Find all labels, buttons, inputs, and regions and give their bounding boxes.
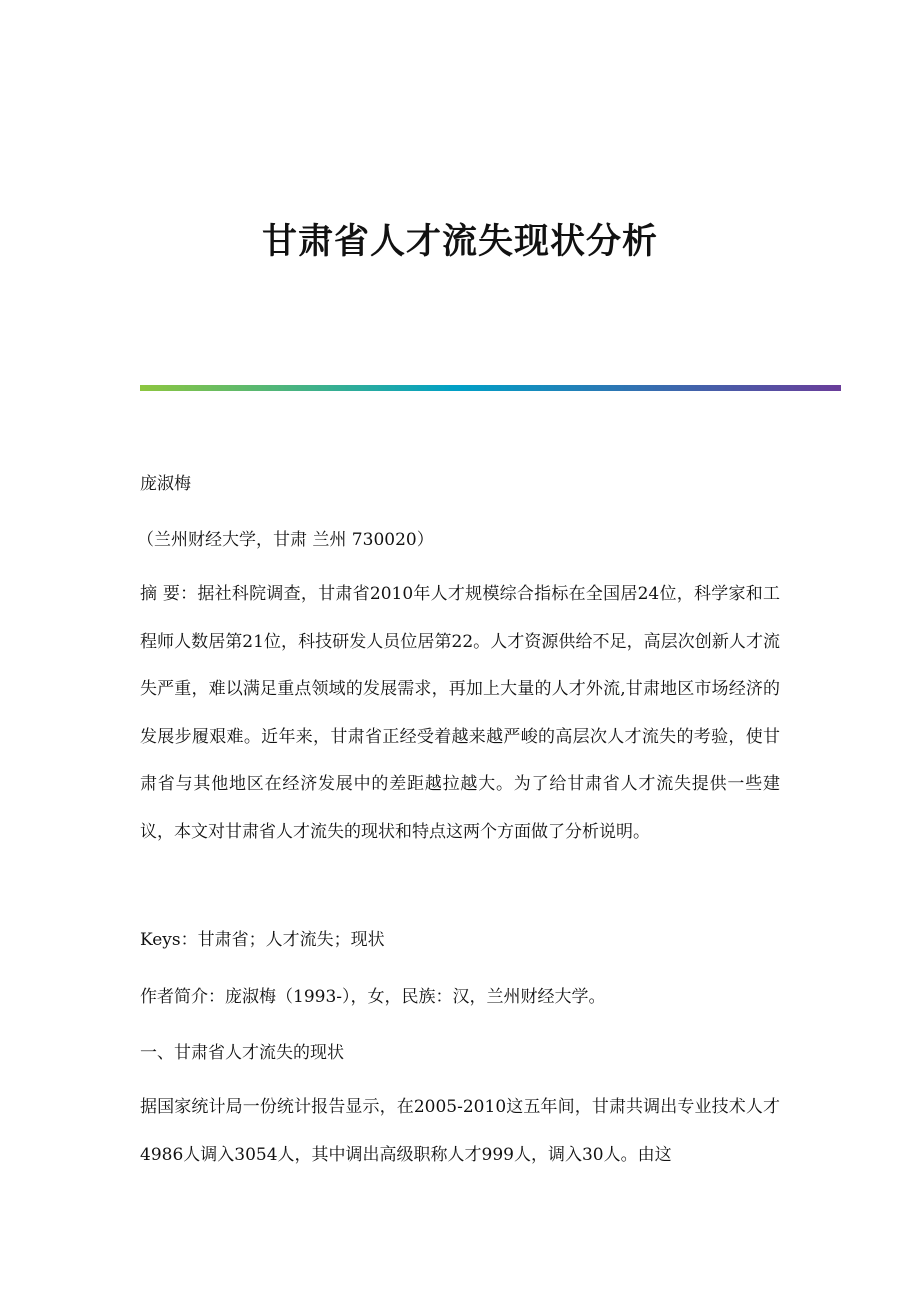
- section-heading: 一、甘肃省人才流失的现状: [140, 1043, 344, 1063]
- author-name: 庞淑梅: [140, 474, 191, 494]
- document-title: 甘肃省人才流失现状分析: [261, 221, 658, 262]
- section-paragraph: 据国家统计局一份统计报告显示，在2005-2010这五年间，甘肃共调出专业技术人才4986人调入3054人，其中调出高级职称人才999人，调入30人。由这: [140, 1097, 780, 1165]
- title-divider: [140, 385, 841, 391]
- author-bio: 作者简介：庞淑梅（1993-），女，民族：汉，兰州财经大学。: [140, 987, 606, 1007]
- keywords-line: Keys：甘肃省；人才流失；现状: [140, 930, 385, 950]
- author-affiliation: （兰州财经大学，甘肃 兰州 730020）: [137, 530, 434, 550]
- abstract-paragraph: 摘 要：据社科院调查，甘肃省2010年人才规模综合指标在全国居24位，科学家和工程师人数居第21位，科技研发人员位居第22。人才资源供给不足，高层次创新人才流失严重，难以满足重点领域的发展需求，再加上大量的人才外流,甘肃地区市场经济的发展步履艰难。近年来，甘肃省正经受着越来越严峻的高层次人才流失的考验，使甘肃省与其他地区在经济发展中的差距越拉越大。为了给甘肃省人才流失提供一些建议，本文对甘肃省人才流失的现状和特点这两个方面做了分析说明。: [140, 584, 780, 842]
